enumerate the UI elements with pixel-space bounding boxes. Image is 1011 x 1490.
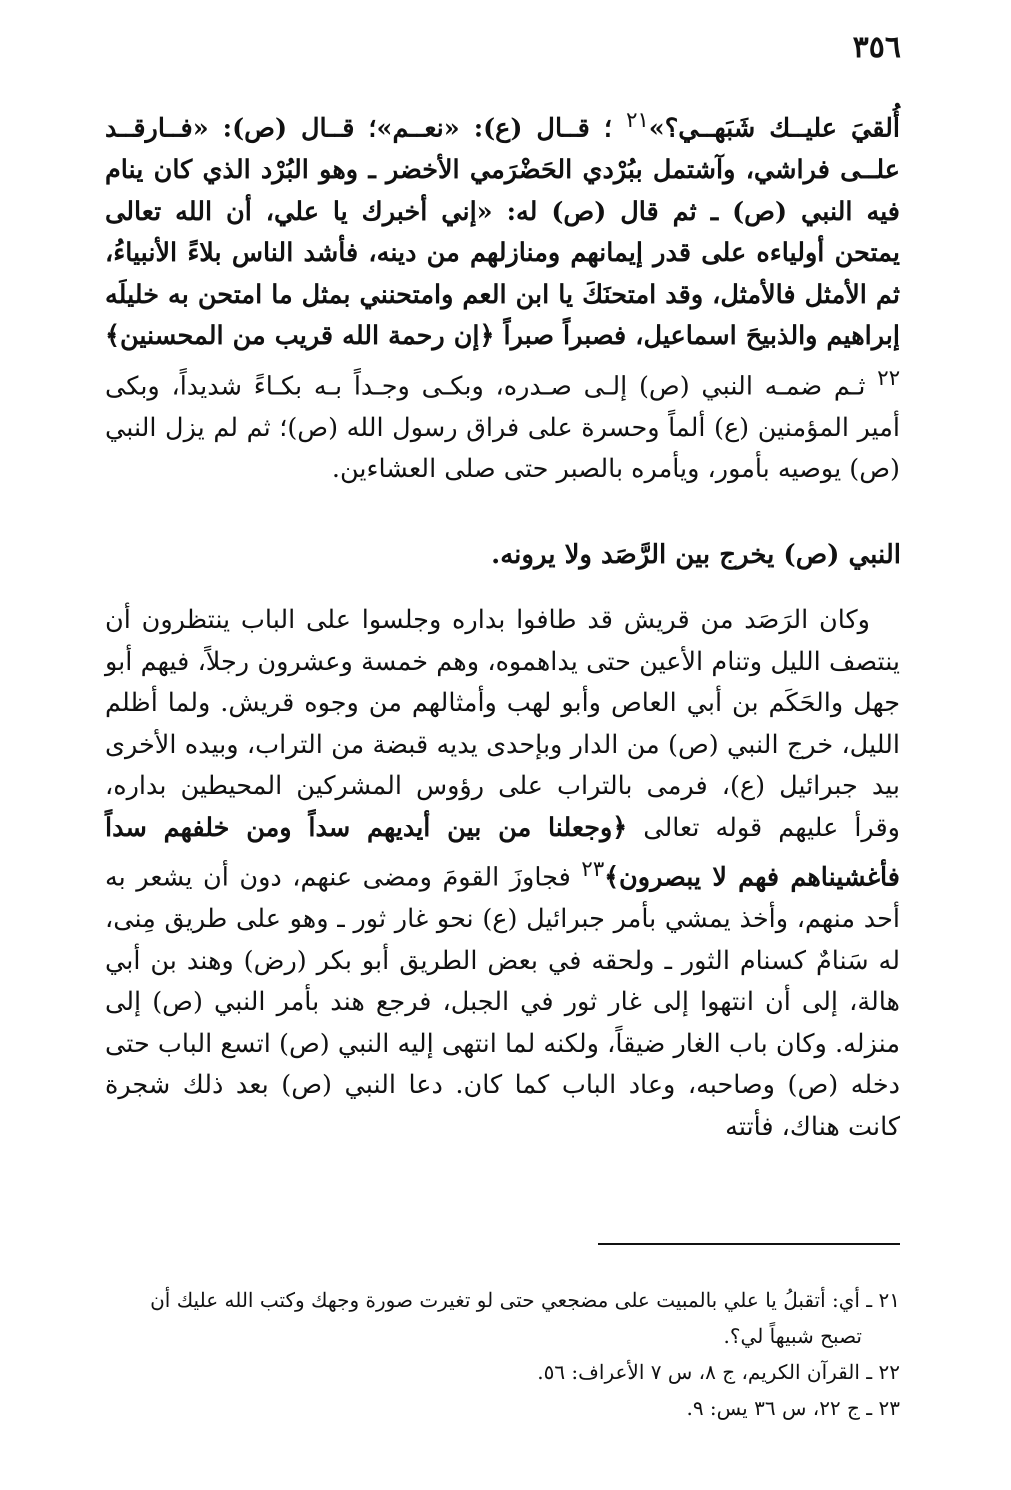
page-number: ٣٥٦	[852, 30, 901, 65]
footnote-21-continued: تصبح شبيهاً لي؟.	[723, 1324, 862, 1348]
quran-verse: ﴿وجعلنا من بين أيديهم سداً ومن خلفهم سداً فأغشيناهم فهم لا يبصرون﴾	[105, 812, 901, 893]
paragraph-text: وكان الرَصَد من قريش قد طافوا بداره وجلسوا على الباب ينتظرون أن ينتصف الليل وتنام الأعين حتى يداهموه، وهم خمسة وعشرون رجلاً، فيهم أبو جهل والحَكَم بن أبي العاص وأبو لهب وأمثالهم من وجوه قريش. ولما أظلم الليل، خرج النبي (ص) من الدار وبإحدى يديه قبضة من التراب، وبيده الأخرى بيد جبرائيل (ع)، فرمى بالتراب على رؤوس المشركين المحيطين بداره، وقرأ عليهم قوله تعالى	[105, 605, 900, 843]
footnote-21: ٢١ ـ أي: أتقبلُ يا علي بالمبيت على مضجعي حتى لو تغيرت صورة وجهك وكتب الله عليك أن	[150, 1288, 900, 1312]
footnote-ref-22: ٢٢	[877, 365, 900, 391]
footnote-ref-23: ٢٣	[581, 857, 605, 882]
footnotes	[105, 1282, 900, 1426]
paragraph-text: ثـم ضمـه النبي (ص) إلـى صـدره، وبكـى وجـداً بـه بكـاءً شديداً، وبكى أمير المؤمنين (ع) ألماً وحسرة على فراق رسول الله (ص)؛ ثم لم يزل النبي (ص) يوصيه بأمور، ويأمره بالصبر حتى صلى العشاءين.	[105, 371, 900, 484]
section-heading: النبي (ص) يخرج بين الرَّصَد ولا يرونه.	[491, 540, 901, 570]
footnote-23: ٢٣ ـ ج ٢٢، س ٣٦ يس: ٩.	[686, 1396, 900, 1420]
footnote-ref-21: ٢١	[625, 108, 649, 133]
paragraph-1	[105, 100, 900, 491]
footnote-separator	[598, 1243, 900, 1245]
footnote-22: ٢٢ ـ القرآن الكريم، ج ٨، س ٧ الأعراف: ٥٦.	[537, 1360, 900, 1384]
paragraph-text: ؛ قــال (ع): «نعــم»؛ قــال (ص): «فــارقــد علــى فراشي، وآشتمل ببُرْدي الحَضْرَمي الأخضر ـ وهو البُرْد الذي كان ينام فيه النبي (ص) ـ ثم قال (ص) له: «إني أخبرك يا علي، أن الله تعالى يمتحن أولياءه على قدر إيمانهم ومنازلهم من دينه، فأشد الناس بلاءً الأنبياءُ، ثم الأمثل فالأمثل، وقد امتحنَكَ يا ابن العم وامتحنني بمثل ما امتحن به خليلَه إبراهيم والذبيحَ اسماعيل، فصبراً صبراً	[105, 113, 900, 351]
paragraph-2	[105, 600, 900, 1148]
paragraph-text: فجاوزَ القومَ ومضى عنهم، دون أن يشعر به أحد منهم، وأخذ يمشي بأمر جبرائيل (ع) نحو غار ثور ـ وهو على طريق مِنى، له سَنامٌ كسنام الثور ـ ولحقه في بعض الطريق أبو بكر (رض) وهند بن أبي هالة، إلى أن انتهوا إلى غار ثور في الجبل، فرجع هند بأمر النبي (ص) إلى منزله. وكان باب الغار ضيقاً، ولكنه لما انتهى إليه النبي (ص) اتسع الباب حتى دخله (ص) وصاحبه، وعاد الباب كما كان. دعا النبي (ص) بعد ذلك شجرة كانت هناك، فأتته	[105, 862, 900, 1142]
quran-verse: ﴿إن رحمة الله قريب من المحسنين﴾	[105, 321, 495, 351]
quote-text: أُلقيَ عليــك شَبَهــي؟»	[648, 113, 901, 144]
